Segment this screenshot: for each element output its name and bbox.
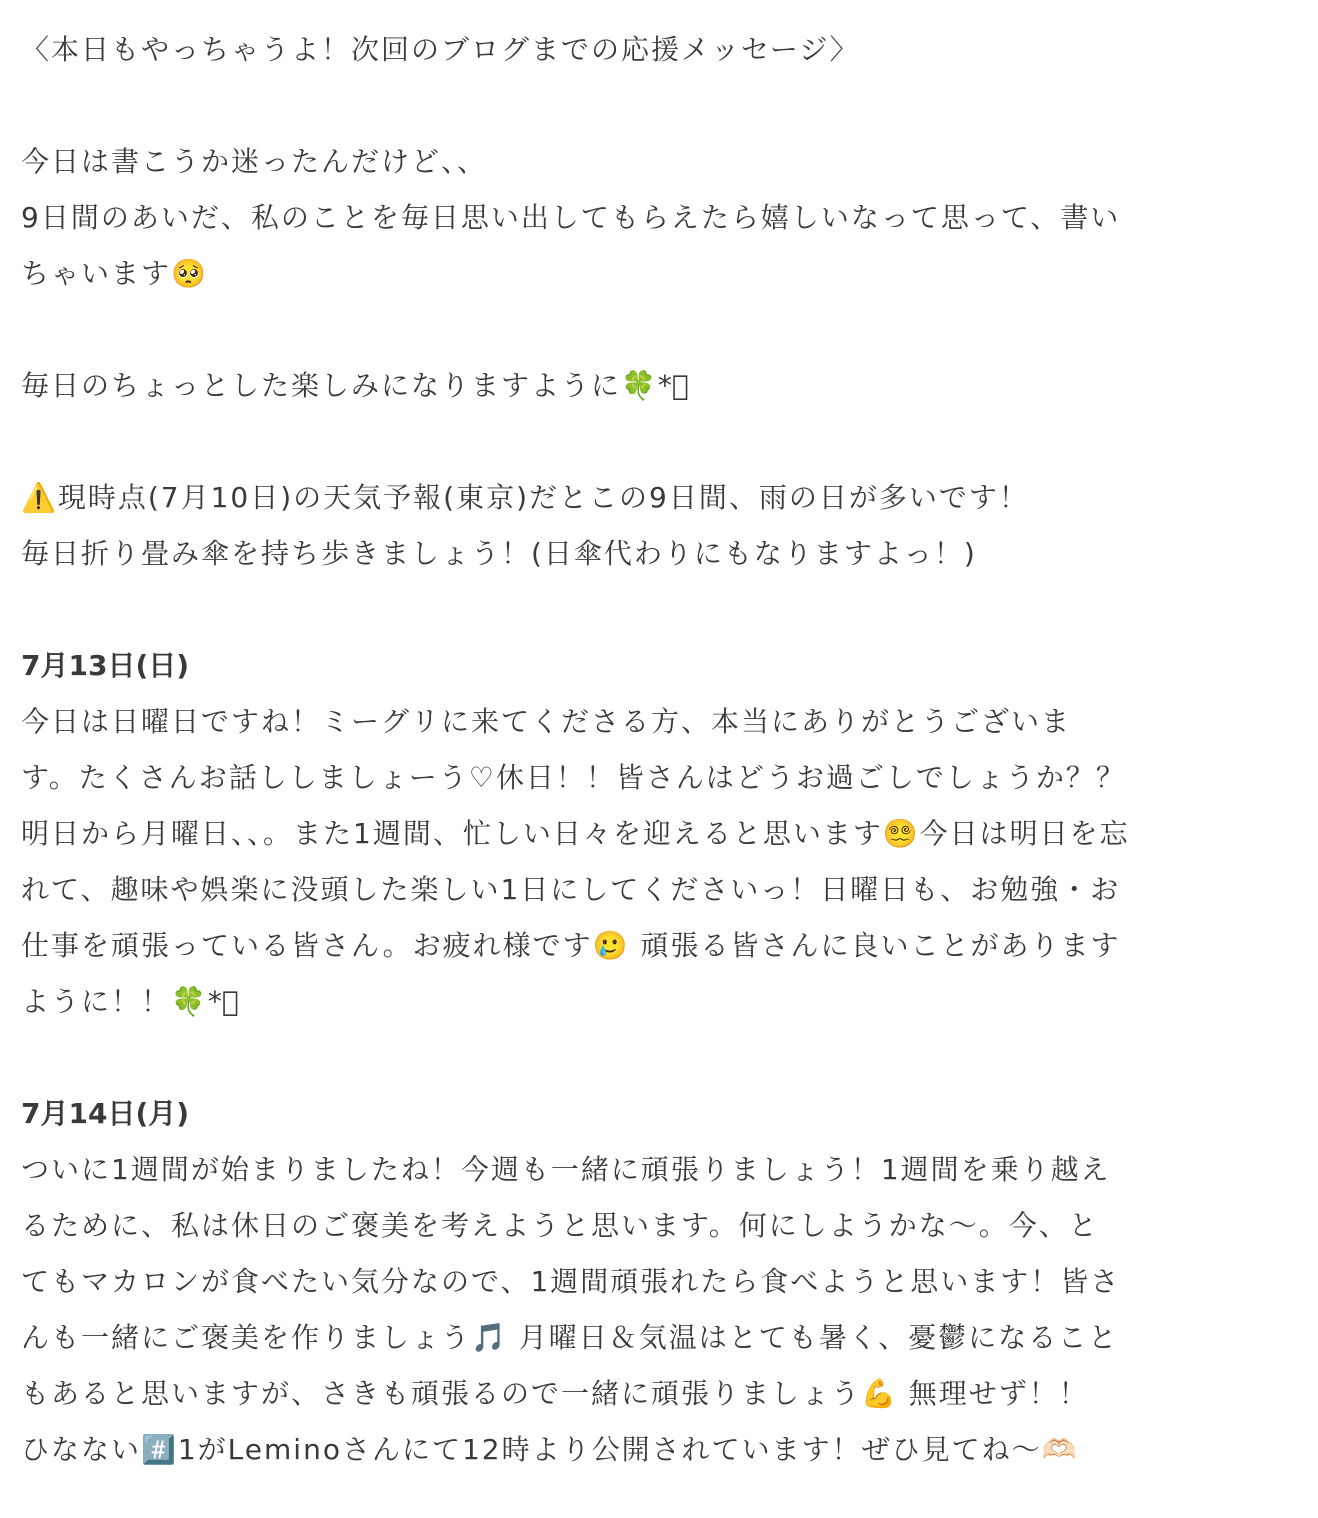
entry-line: もあると思いますが、さきも頑張るので一緒に頑張りましょう💪 無理せず！！	[21, 1377, 1089, 1410]
entry-line: れて、趣味や娯楽に没頭した楽しい1日にしてくださいっ！日曜日も、お勉強・お	[21, 873, 1121, 906]
weather-advice-line: 毎日折り畳み傘を持ち歩きましょう！(日傘代わりにもなりますよっ！)	[21, 537, 977, 570]
entry-line: んも一緒にご褒美を作りましょう🎵 月曜日＆気温はとても暑く、憂鬱になること	[21, 1321, 1119, 1354]
spacer	[21, 414, 1271, 470]
intro-line: 今日は書こうか迷ったんだけど、、	[21, 145, 488, 178]
spacer	[21, 302, 1271, 358]
entry-line: す。たくさんお話ししましょーう♡休日！！皆さんはどうお過ごしでしょうか？？	[21, 761, 1126, 794]
spacer	[21, 78, 1271, 134]
post-title: 〈本日もやっちゃうよ！次回のブログまでの応援メッセージ〉	[21, 33, 860, 66]
blog-post-body	[21, 22, 1271, 1478]
intro-line: 9日間のあいだ、私のことを毎日思い出してもらえたら嬉しいなって思って、書い	[21, 201, 1121, 234]
entry-line: ついに1週間が始まりましたね！今週も一緒に頑張りましょう！1週間を乗り越え	[21, 1153, 1111, 1186]
spacer	[21, 582, 1271, 638]
entry-line: ように！！🍀*ﾟ	[21, 985, 241, 1018]
intro-line: ちゃいます🥺	[21, 257, 208, 290]
weather-warning-line: ⚠️現時点(7月10日)の天気予報(東京)だとこの9日間、雨の日が多いです！	[21, 481, 1029, 514]
entry-date-heading: 7月13日(日)	[21, 649, 190, 682]
entry-line: てもマカロンが食べたい気分なので、1週間頑張れたら食べようと思います！皆さ	[21, 1265, 1121, 1298]
entry-line: るために、私は休日のご褒美を考えようと思います。何にしようかな〜。今、と	[21, 1209, 1099, 1242]
entry-date-heading: 7月14日(月)	[21, 1097, 190, 1130]
entry-line: 仕事を頑張っている皆さん。お疲れ様です🥲 頑張る皆さんに良いことがあります	[21, 929, 1121, 962]
spacer	[21, 1030, 1271, 1086]
entry-line: 今日は日曜日ですね！ミーグリに来てくださる方、本当にありがとうございま	[21, 705, 1072, 738]
wish-line: 毎日のちょっとした楽しみになりますように🍀*ﾟ	[21, 369, 691, 402]
entry-line: 明日から月曜日、、。また1週間、忙しい日々を迎えると思います😵‍💫今日は明日を忘	[21, 817, 1130, 850]
entry-line: ひなない#️⃣1がLeminoさんにて12時より公開されています！ぜひ見てね〜🫶🏻	[21, 1433, 1079, 1466]
